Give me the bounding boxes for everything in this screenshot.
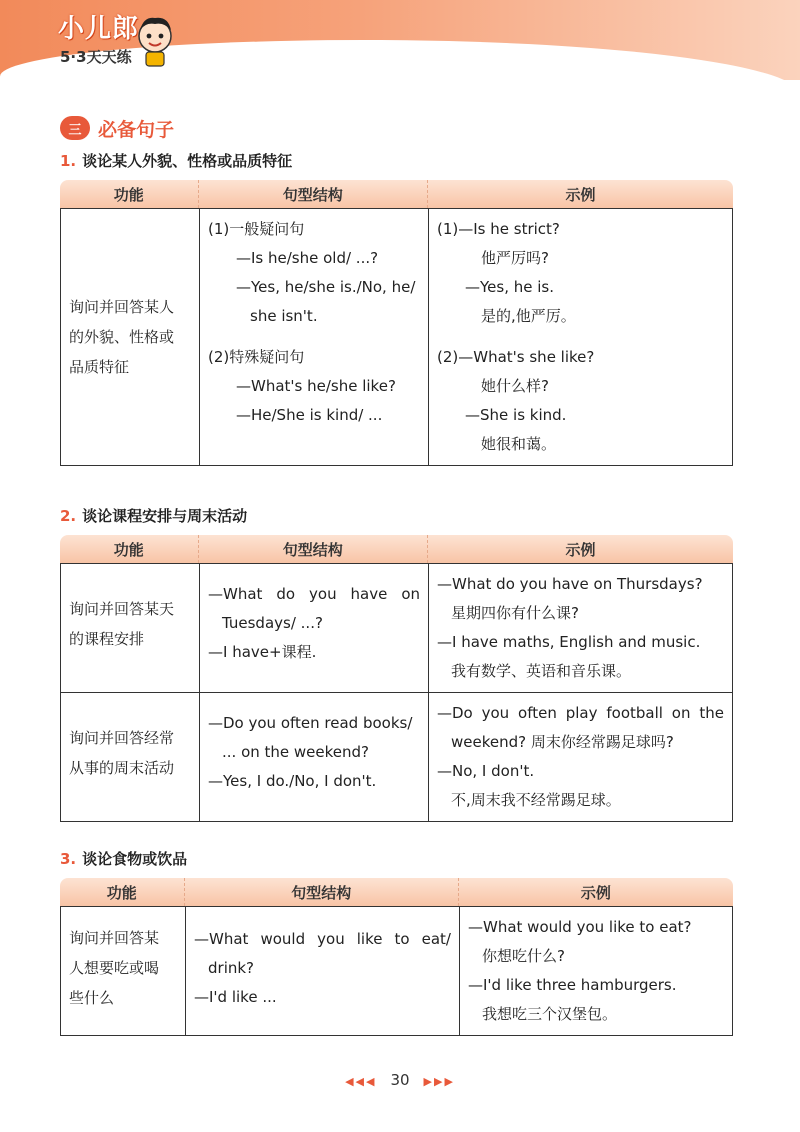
example-line: 她什么样? [481, 377, 549, 395]
func-cell [61, 693, 199, 813]
header-structure: 句型结构 [198, 180, 427, 208]
table-1 [60, 208, 733, 466]
structure-line: (1)一般疑问句 [208, 220, 305, 238]
item-title: 谈论课程安排与周末活动 [82, 507, 248, 525]
example-line: 他严厉吗? [481, 249, 549, 267]
example-line: —Yes, he is. [465, 278, 555, 296]
structure-cell [185, 907, 459, 1035]
example-cell [428, 564, 732, 692]
structure-line: —What do you have on [208, 585, 420, 603]
item-heading-2 [60, 505, 247, 526]
header-example: 示例 [458, 878, 733, 906]
section-number: 三 [68, 122, 82, 138]
structure-line: —He/She is kind/ ... [236, 406, 383, 424]
example-line: 我想吃三个汉堡包。 [482, 1005, 618, 1023]
example-line: (1)—Is he strict? [437, 220, 560, 238]
item-heading-3 [60, 848, 187, 869]
table-header-1 [60, 180, 733, 208]
structure-cell [199, 693, 428, 821]
page-number: 30 [390, 1071, 410, 1089]
example-cell [428, 693, 732, 821]
header-example: 示例 [427, 180, 733, 208]
func-cell [61, 209, 199, 465]
section-badge [60, 116, 90, 140]
header-structure: 句型结构 [198, 535, 427, 563]
example-line: (2)—What's she like? [437, 348, 595, 366]
func-line: 的外貌、性格或 [69, 328, 175, 346]
table-row [61, 692, 732, 821]
table-row [61, 564, 732, 692]
structure-cell [199, 564, 428, 692]
structure-line: —Do you often read books/ [208, 714, 413, 732]
example-line: —She is kind. [465, 406, 567, 424]
example-line: 是的,他严厉。 [481, 307, 576, 325]
structure-line: (2)特殊疑问句 [208, 348, 305, 366]
structure-line: —Yes, I do./No, I don't. [208, 772, 377, 790]
left-arrows-icon: ◀◀◀ [345, 1075, 377, 1088]
page-footer [0, 1071, 800, 1089]
mascot-icon [132, 12, 178, 68]
example-line: —No, I don't. [437, 762, 535, 780]
example-line: —I'd like three hamburgers. [468, 976, 677, 994]
example-cell [428, 209, 732, 465]
table-header-2 [60, 535, 733, 563]
brand-title: 小儿郎 [58, 14, 140, 44]
func-line: 的课程安排 [69, 630, 145, 648]
item-title: 谈论某人外貌、性格或品质特征 [82, 152, 293, 170]
item-number: 1. [60, 152, 77, 170]
item-number: 2. [60, 507, 77, 525]
example-line: weekend? 周末你经常踢足球吗? [451, 733, 674, 751]
structure-line: ... on the weekend? [222, 743, 370, 761]
func-line: 询问并回答某人 [69, 298, 175, 316]
example-line: 星期四你有什么课? [451, 604, 579, 622]
func-line: 些什么 [69, 989, 115, 1007]
right-arrows-icon: ▶▶▶ [423, 1075, 455, 1088]
example-line: —What do you have on Thursdays? [437, 575, 703, 593]
structure-line: drink? [208, 959, 255, 977]
func-line: 品质特征 [69, 358, 130, 376]
table-2 [60, 563, 733, 822]
func-line: 询问并回答某 [69, 929, 160, 947]
header-structure: 句型结构 [184, 878, 458, 906]
table-row [61, 209, 732, 465]
example-line: 你想吃什么? [482, 947, 565, 965]
header-func: 功能 [106, 883, 137, 902]
structure-line: Tuesdays/ ...? [222, 614, 323, 632]
header-func: 功能 [113, 185, 144, 204]
item-number: 3. [60, 850, 77, 868]
section-title: 必备句子 [98, 118, 175, 141]
example-line: 我有数学、英语和音乐课。 [451, 662, 632, 680]
example-cell [459, 907, 732, 1035]
brand-subtitle: 5·3天天练 [60, 48, 132, 66]
example-line: 她很和蔼。 [481, 435, 557, 453]
example-line: —What would you like to eat? [468, 918, 692, 936]
structure-line: —What's he/she like? [236, 377, 396, 395]
example-line: —I have maths, English and music. [437, 633, 701, 651]
structure-line: she isn't. [250, 307, 318, 325]
func-cell [61, 907, 185, 1029]
header-example: 示例 [427, 535, 733, 563]
func-line: 从事的周末活动 [69, 759, 175, 777]
header-func: 功能 [113, 540, 144, 559]
structure-cell [199, 209, 428, 465]
func-line: 人想要吃或喝 [69, 959, 160, 977]
item-heading-1 [60, 150, 292, 171]
func-line: 询问并回答经常 [69, 729, 175, 747]
structure-line: —What would you like to eat/ [194, 930, 451, 948]
example-line: —Do you often play football on the [437, 704, 724, 722]
func-cell [61, 564, 199, 684]
structure-line: —Is he/she old/ ...? [236, 249, 379, 267]
section-heading [60, 115, 174, 141]
table-row [61, 907, 732, 1035]
table-header-3 [60, 878, 733, 906]
item-title: 谈论食物或饮品 [82, 850, 188, 868]
structure-line: —I have+课程. [208, 643, 317, 661]
func-line: 询问并回答某天 [69, 600, 175, 618]
table-3 [60, 906, 733, 1036]
example-line: 不,周末我不经常踢足球。 [451, 791, 621, 809]
structure-line: —Yes, he/she is./No, he/ [236, 278, 416, 296]
structure-line: —I'd like ... [194, 988, 277, 1006]
